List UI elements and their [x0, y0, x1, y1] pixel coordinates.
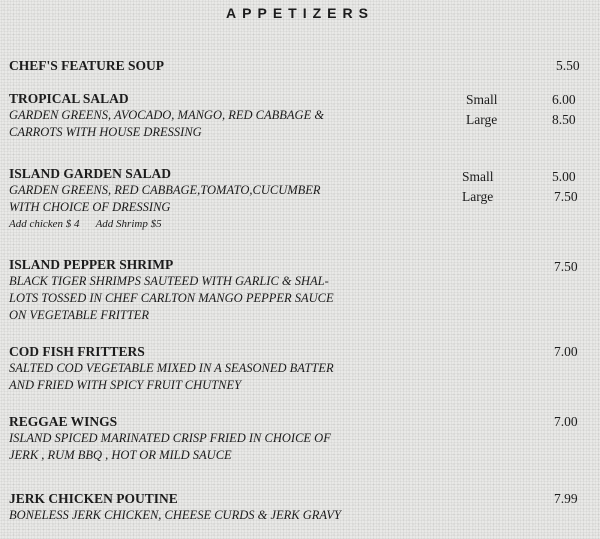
- menu-item-tropical-salad: [9, 90, 589, 141]
- item-name: CHEF'S FEATURE SOUP: [9, 58, 165, 73]
- item-description-line: SALTED COD VEGETABLE MIXED IN A SEASONED BATTER: [9, 361, 334, 375]
- size-label-large: Large: [462, 189, 494, 204]
- item-addons: [9, 216, 589, 232]
- item-name: ISLAND GARDEN SALAD: [9, 166, 172, 181]
- item-description-line: GARDEN GREENS, RED CABBAGE,TOMATO,CUCUMBER: [9, 183, 321, 197]
- addon-shrimp: Add Shrimp $5: [95, 218, 162, 230]
- item-description-line: GARDEN GREENS, AVOCADO, MANGO, RED CABBAGE &: [9, 108, 325, 122]
- item-name: TROPICAL SALAD: [9, 91, 129, 106]
- menu-item-island-pepper-shrimp: [9, 256, 589, 324]
- item-description-line: ISLAND SPICED MARINATED CRISP FRIED IN CHOICE OF: [9, 431, 331, 445]
- item-name: COD FISH FRITTERS: [9, 344, 145, 359]
- item-description-line: JERK , RUM BBQ , HOT OR MILD SAUCE: [9, 448, 232, 462]
- item-description-line: CARROTS WITH HOUSE DRESSING: [9, 125, 202, 139]
- item-price-large: 7.50: [554, 189, 578, 204]
- item-price-large: 8.50: [552, 112, 576, 127]
- item-price-small: 5.00: [552, 169, 576, 184]
- menu-item-jerk-chicken-poutine: [9, 490, 589, 524]
- item-price: 7.00: [554, 414, 578, 429]
- menu-item-cod-fish-fritters: [9, 343, 589, 394]
- item-description-line: LOTS TOSSED IN CHEF CARLTON MANGO PEPPER SAUCE: [9, 291, 334, 305]
- item-description-line: ON VEGETABLE FRITTER: [9, 308, 150, 322]
- item-name: JERK CHICKEN POUTINE: [9, 491, 178, 506]
- item-description-line: AND FRIED WITH SPICY FRUIT CHUTNEY: [9, 378, 242, 392]
- item-price-small: 6.00: [552, 92, 576, 107]
- item-price: 7.50: [554, 259, 578, 274]
- menu-item-chefs-feature-soup: [9, 57, 589, 74]
- section-title: APPETIZERS: [226, 5, 374, 21]
- size-label-large: Large: [466, 112, 498, 127]
- menu-item-reggae-wings: [9, 413, 589, 464]
- menu-item-island-garden-salad: [9, 165, 589, 232]
- item-price: 7.99: [554, 491, 578, 506]
- item-price: 5.50: [556, 58, 580, 73]
- item-name: REGGAE WINGS: [9, 414, 118, 429]
- item-description-line: WITH CHOICE OF DRESSING: [9, 200, 171, 214]
- item-name: ISLAND PEPPER SHRIMP: [9, 257, 174, 272]
- size-label-small: Small: [466, 92, 498, 107]
- item-price: 7.00: [554, 344, 578, 359]
- item-description-line: BLACK TIGER SHRIMPS SAUTEED WITH GARLIC & SHAL-: [9, 274, 329, 288]
- item-description-line: BONELESS JERK CHICKEN, CHEESE CURDS & JERK GRAVY: [9, 508, 341, 522]
- addon-chicken: Add chicken $ 4: [9, 218, 80, 230]
- size-label-small: Small: [462, 169, 494, 184]
